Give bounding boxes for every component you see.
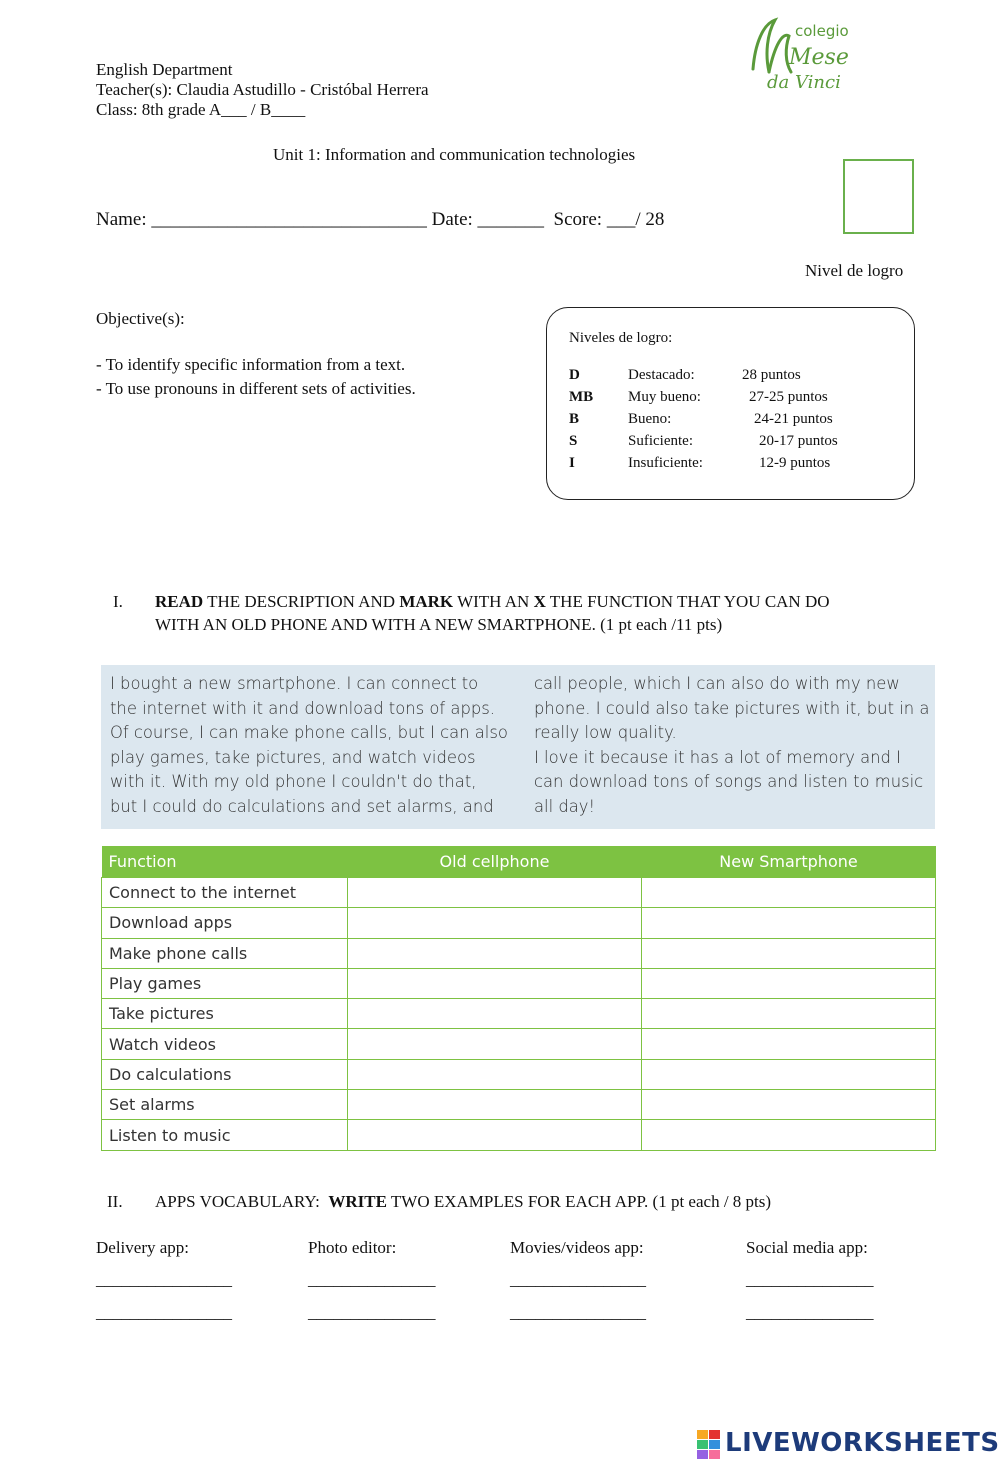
- header-old-cellphone: Old cellphone: [348, 846, 642, 878]
- score-box[interactable]: [843, 159, 914, 234]
- answer-blank[interactable]: _______________: [308, 1303, 436, 1322]
- level-name: Destacado:: [628, 367, 695, 383]
- table-row: [102, 968, 936, 998]
- app-label-movies: Movies/videos app:: [510, 1238, 644, 1257]
- header-function: Function: [102, 846, 348, 878]
- table-row: [102, 1059, 936, 1089]
- level-points: 12-9 puntos: [759, 455, 831, 471]
- logo-line3: da Vinci: [767, 72, 841, 93]
- level-name: Muy bueno:: [628, 389, 701, 405]
- table-row: [102, 1120, 936, 1150]
- level-row: [569, 433, 899, 453]
- new-smartphone-cell[interactable]: [642, 878, 936, 908]
- section1-instruction: READ THE DESCRIPTION AND MARK WITH AN X THE FUNCTION THAT YOU CAN DO: [155, 592, 830, 611]
- old-cellphone-cell[interactable]: [348, 938, 642, 968]
- answer-blank[interactable]: _______________: [746, 1270, 874, 1289]
- level-points: 20-17 puntos: [759, 433, 838, 449]
- level-row: [569, 389, 899, 409]
- level-name: Insuficiente:: [628, 455, 703, 471]
- level-points: 24-21 puntos: [754, 411, 833, 427]
- answer-blank[interactable]: ________________: [96, 1303, 232, 1322]
- levels-title: Niveles de logro:: [569, 330, 673, 346]
- answer-blank[interactable]: ________________: [96, 1270, 232, 1289]
- reading-passage: [101, 665, 935, 829]
- table-row: [102, 1029, 936, 1059]
- old-cellphone-cell[interactable]: [348, 1090, 642, 1120]
- table-header-row: [102, 846, 936, 878]
- liveworksheets-icon: [697, 1430, 721, 1460]
- section2-number: II.: [107, 1192, 123, 1211]
- reading-line: with it. With my old phone I couldn't do that,: [110, 772, 477, 792]
- answer-blank[interactable]: ________________: [510, 1303, 646, 1322]
- new-smartphone-cell[interactable]: [642, 938, 936, 968]
- function-label: Connect to the internet: [102, 878, 348, 908]
- level-code: B: [569, 411, 580, 427]
- old-cellphone-cell[interactable]: [348, 878, 642, 908]
- reading-line: really low quality.: [534, 723, 677, 743]
- reading-column-2: [534, 672, 929, 820]
- level-code: S: [569, 433, 578, 449]
- level-points: 28 puntos: [742, 367, 801, 383]
- function-table: [101, 846, 936, 1151]
- new-smartphone-cell[interactable]: [642, 1090, 936, 1120]
- app-label-social-media: Social media app:: [746, 1238, 868, 1257]
- name-date-score-line[interactable]: Name: _____________________________ Date: _______ Score: ___/ 28: [96, 209, 665, 230]
- table-row: [102, 878, 936, 908]
- logo-line1: colegio: [795, 22, 849, 40]
- new-smartphone-cell[interactable]: [642, 999, 936, 1029]
- objectives-title: Objective(s):: [96, 309, 185, 328]
- old-cellphone-cell[interactable]: [348, 1120, 642, 1150]
- header-new-smartphone: New Smartphone: [642, 846, 936, 878]
- old-cellphone-cell[interactable]: [348, 968, 642, 998]
- new-smartphone-cell[interactable]: [642, 968, 936, 998]
- old-cellphone-cell[interactable]: [348, 908, 642, 938]
- reading-line: but I could do calculations and set alarms, and: [110, 796, 494, 816]
- app-label-delivery: Delivery app:: [96, 1238, 189, 1257]
- function-label: Watch videos: [102, 1029, 348, 1059]
- new-smartphone-cell[interactable]: [642, 908, 936, 938]
- level-row: [569, 367, 899, 387]
- teachers: Teacher(s): Claudia Astudillo - Cristóbal Herrera: [96, 80, 429, 99]
- department: English Department: [96, 60, 233, 79]
- logo-line2: Mese: [789, 45, 849, 70]
- objective-item: - To identify specific information from a text.: [96, 355, 406, 374]
- level-row: [569, 411, 899, 431]
- reading-line: I love it because it has a lot of memory and I: [534, 747, 902, 767]
- section1-instruction-line2: WITH AN OLD PHONE AND WITH A NEW SMARTPHONE. (1 pt each /11 pts): [155, 615, 723, 634]
- table-row: [102, 999, 936, 1029]
- section1-number: I.: [113, 592, 123, 611]
- function-label: Play games: [102, 968, 348, 998]
- function-label: Take pictures: [102, 999, 348, 1029]
- objective-item: - To use pronouns in different sets of activities.: [96, 379, 416, 398]
- section2-instruction: APPS VOCABULARY: WRITE TWO EXAMPLES FOR EACH APP. (1 pt each / 8 pts): [155, 1192, 772, 1211]
- function-label: Set alarms: [102, 1090, 348, 1120]
- reading-line: play games, take pictures, and watch videos: [110, 747, 476, 767]
- old-cellphone-cell[interactable]: [348, 1029, 642, 1059]
- levels-box: [546, 307, 915, 500]
- reading-line: phone. I could also take pictures with it, but in a: [534, 698, 930, 718]
- function-label: Do calculations: [102, 1059, 348, 1089]
- level-code: MB: [569, 389, 594, 405]
- reading-line: the internet with it and download tons of apps.: [110, 698, 496, 718]
- level-name: Bueno:: [628, 411, 672, 427]
- school-logo: [745, 14, 865, 94]
- table-row: [102, 908, 936, 938]
- nivel-de-logro-label: Nivel de logro: [805, 261, 904, 280]
- class-line: Class: 8th grade A___ / B____: [96, 100, 306, 119]
- answer-blank[interactable]: ________________: [510, 1270, 646, 1289]
- level-name: Suficiente:: [628, 433, 693, 449]
- table-row: [102, 938, 936, 968]
- level-points: 27-25 puntos: [749, 389, 828, 405]
- table-row: [102, 1090, 936, 1120]
- old-cellphone-cell[interactable]: [348, 999, 642, 1029]
- old-cellphone-cell[interactable]: [348, 1059, 642, 1089]
- reading-line: call people, which I can also do with my new: [534, 674, 900, 693]
- app-label-photo-editor: Photo editor:: [308, 1238, 397, 1257]
- answer-blank[interactable]: _______________: [308, 1270, 436, 1289]
- reading-line: can download tons of songs and listen to music: [534, 772, 924, 792]
- function-label: Download apps: [102, 908, 348, 938]
- function-label: Listen to music: [102, 1120, 348, 1150]
- new-smartphone-cell[interactable]: [642, 1059, 936, 1089]
- level-code: I: [569, 455, 575, 471]
- level-row: [569, 455, 899, 475]
- reading-column-1: [110, 672, 508, 820]
- level-code: D: [569, 367, 580, 383]
- liveworksheets-brand: [697, 1428, 1000, 1460]
- new-smartphone-cell[interactable]: [642, 1120, 936, 1150]
- answer-blank[interactable]: _______________: [746, 1303, 874, 1322]
- liveworksheets-text: LIVEWORKSHEETS: [725, 1428, 1000, 1458]
- new-smartphone-cell[interactable]: [642, 1029, 936, 1059]
- reading-line: I bought a new smartphone. I can connect to: [110, 674, 479, 693]
- function-label: Make phone calls: [102, 938, 348, 968]
- unit-title: Unit 1: Information and communication technologies: [273, 145, 636, 164]
- reading-line: all day!: [534, 796, 596, 816]
- reading-line: Of course, I can make phone calls, but I can also: [110, 723, 508, 743]
